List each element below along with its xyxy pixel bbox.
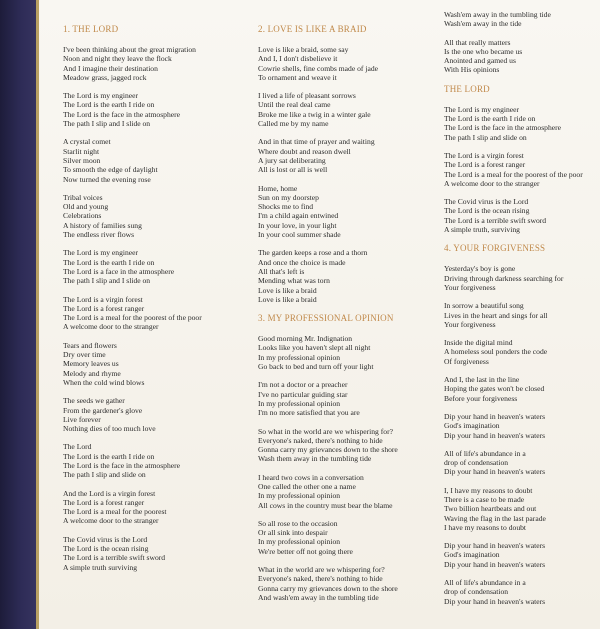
lyric-line: Sun on my doorstep (258, 192, 319, 202)
lyric-stanza (63, 535, 243, 572)
lyric-line: The Lord is a face in the atmosphere (63, 266, 175, 276)
lyric-stanza (63, 489, 243, 526)
lyric-line: Until the real deal came (258, 100, 331, 110)
lyrics-column-1 (63, 24, 243, 581)
lyric-line: The Lord is a meal for the poorest of the poor (444, 169, 583, 179)
lyric-line: The Lord is my engineer (444, 104, 520, 114)
lyric-line: A crystal comet (63, 137, 111, 147)
song-title: 2. LOVE IS LIKE A BRAID (258, 24, 367, 34)
lyric-stanza (258, 473, 438, 510)
lyric-line: So what in the world are we whispering for? (258, 426, 393, 436)
lyric-stanza (63, 137, 243, 183)
lyric-line: Meadow grass, jagged rock (63, 72, 147, 82)
lyric-stanza (258, 565, 438, 602)
lyric-line: I heard two cows in a conversation (258, 472, 364, 482)
lyric-line: And I imagine their destination (63, 63, 158, 73)
lyric-line: Yesterday's boy is gone (444, 264, 516, 274)
lyric-line: Inside the digital mind (444, 338, 513, 348)
lyric-line: The Lord is my engineer (63, 91, 139, 101)
lyric-line: The Lord is the ocean rising (444, 206, 530, 216)
lyric-line: Is the one who became us (444, 46, 523, 56)
lyric-stanza (258, 45, 438, 82)
lyric-line: All of life's abundance in a (444, 578, 526, 588)
lyric-line: And in that time of prayer and waiting (258, 137, 375, 147)
lyric-line: I lived a life of pleasant sorrows (258, 91, 356, 101)
song-section (444, 243, 594, 606)
lyric-line: From the gardener's glove (63, 405, 143, 415)
lyric-line: And the Lord is a virgin forest (63, 488, 156, 498)
lyric-line: I'm not a doctor or a preacher (258, 380, 348, 390)
lyric-stanza (444, 412, 594, 440)
lyric-line: I'm a child again entwined (258, 211, 339, 221)
lyric-line: Waving the flag in the last parade (444, 513, 546, 523)
lyric-line: The Lord is the ocean rising (63, 544, 149, 554)
lyric-line: So all rose to the occasion (258, 518, 338, 528)
album-spine (0, 0, 36, 629)
song-section (444, 10, 594, 75)
lyric-line: A welcome door to the stranger (444, 178, 540, 188)
lyric-line: Looks like you haven't slept all night (258, 343, 371, 353)
lyric-stanza (258, 427, 438, 464)
lyric-stanza (444, 578, 594, 606)
song-title: THE LORD (444, 83, 490, 94)
lyric-line: The Lord (63, 442, 92, 452)
lyric-line: I have my reasons to doubt (444, 522, 527, 532)
lyric-line: The Lord is a virgin forest (63, 294, 143, 304)
lyric-line: The Lord is a meal for the poorest of the poor (63, 313, 202, 323)
lyric-line: A homeless soul ponders the code (444, 347, 548, 357)
lyric-stanza (444, 301, 594, 329)
lyric-line: All that's left is (258, 266, 305, 276)
lyrics-column-3 (444, 10, 594, 615)
lyric-line: Love is like a braid (258, 294, 317, 304)
lyric-line: Called me by my name (258, 119, 329, 129)
lyric-line: In sorrow a beautiful song (444, 301, 524, 311)
lyric-line: Good morning Mr. Indignation (258, 334, 353, 344)
lyric-line: Dip your hand in heaven's waters (444, 541, 546, 551)
lyric-line: And once the choice is made (258, 257, 346, 267)
lyric-line: All that really matters (444, 37, 511, 47)
lyric-line: Gonna carry my grievances down to the shore (258, 583, 398, 593)
lyric-stanza (63, 295, 243, 332)
lyric-stanza (444, 541, 594, 569)
lyric-line: The path I slip and slide on (444, 132, 527, 142)
lyric-line: In my professional opinion (258, 352, 341, 362)
lyric-line: All cows in the country must bear the blame (258, 500, 393, 510)
lyric-line: Nothing dies of too much love (63, 424, 156, 434)
lyric-line: Gonna carry my grievances down to the shore (258, 445, 398, 455)
lyric-line: The path I slip and slide on (63, 470, 146, 480)
lyric-line: Wash'em away in the tide (444, 19, 522, 29)
lyric-line: I'm no more satisfied that you are (258, 408, 360, 418)
lyric-line: A welcome door to the stranger (63, 322, 159, 332)
lyric-line: The path I slip and I slide on (63, 119, 151, 129)
lyric-line: Memory leaves us (63, 359, 119, 369)
song-title: 1. THE LORD (63, 24, 119, 34)
lyric-line: drop of condensation (444, 587, 509, 597)
lyric-line: The Lord is a forest ranger (444, 160, 526, 170)
lyric-line: Wash'em away in the tumbling tide (444, 10, 551, 19)
lyric-line: All is lost or all is well (258, 165, 328, 175)
lyric-line: Lives in the heart and sings for all (444, 310, 548, 320)
lyric-line: The Covid virus is the Lord (444, 197, 529, 207)
lyrics-column-2 (258, 24, 438, 611)
lyric-line: Silver moon (63, 155, 101, 165)
lyric-line: Tears and flowers (63, 340, 117, 350)
lyric-line: Two billion heartbeats and out (444, 504, 537, 514)
lyric-stanza (63, 396, 243, 433)
lyric-line: Wash them away in the tumbling tide (258, 454, 372, 464)
lyric-line: The Lord is the face in the atmosphere (63, 109, 181, 119)
lyric-line: Before your forgiveness (444, 393, 518, 403)
lyric-line: drop of condensation (444, 458, 509, 468)
lyric-line: Love is like a braid, some say (258, 45, 349, 54)
lyric-line: Starlit night (63, 146, 100, 156)
lyric-line: Tribal voices (63, 192, 103, 202)
lyric-line: Dip your hand in heaven's waters (444, 430, 546, 440)
lyric-stanza (63, 341, 243, 387)
lyric-line: I, I have my reasons to doubt (444, 485, 533, 495)
song-section (258, 313, 438, 602)
lyric-line: To smooth the edge of daylight (63, 165, 158, 175)
lyric-stanza (258, 91, 438, 128)
lyric-stanza (258, 137, 438, 174)
lyric-stanza (444, 338, 594, 366)
lyric-stanza (444, 10, 594, 29)
lyric-line: And I, I don't disbelieve it (258, 54, 338, 64)
lyric-line: Of forgiveness (444, 356, 489, 366)
lyric-line: The Lord is a virgin forest (444, 150, 524, 160)
lyric-line: A history of families sung (63, 220, 142, 230)
song-section (63, 24, 243, 572)
lyric-line: In your love, in your light (258, 220, 337, 230)
lyric-line: Dip your hand in heaven's waters (444, 596, 546, 606)
lyric-line: The Lord is the earth I ride on (444, 114, 536, 124)
lyric-line: And wash'em away in the tumbling tide (258, 592, 379, 602)
lyric-line: Dip your hand in heaven's waters (444, 411, 546, 421)
song-section (258, 24, 438, 304)
lyric-stanza (444, 151, 594, 188)
lyric-stanza (63, 45, 243, 82)
lyric-line: Noon and night they leave the flock (63, 54, 172, 64)
lyric-stanza (444, 375, 594, 403)
lyric-stanza (444, 264, 594, 292)
lyric-stanza (63, 91, 243, 128)
lyric-stanza (63, 193, 243, 239)
lyric-line: Live forever (63, 414, 101, 424)
lyric-line: Driving through darkness searching for (444, 273, 564, 283)
song-title: 3. MY PROFESSIONAL OPINION (258, 313, 394, 324)
lyric-line: Broke me like a twig in a winter gale (258, 109, 371, 119)
lyric-line: The Lord is the earth I ride on (63, 451, 155, 461)
lyric-line: Anointed and gamed us (444, 56, 516, 66)
lyric-line: A jury sat deliberating (258, 155, 326, 165)
lyric-line: Shocks me to find (258, 202, 314, 212)
lyric-line: Dip your hand in heaven's waters (444, 559, 546, 569)
lyric-stanza (444, 105, 594, 142)
lyric-line: In my professional opinion (258, 537, 341, 547)
lyric-line: One called the other one a name (258, 481, 356, 491)
lyric-line: I've no particular guiding star (258, 389, 348, 399)
lyric-line: The Lord is my engineer (63, 248, 139, 258)
lyric-line: Melody and rhyme (63, 368, 121, 378)
lyric-stanza (258, 519, 438, 556)
lyric-line: God's imagination (444, 421, 500, 431)
lyric-line: A simple truth, surviving (444, 225, 520, 235)
lyric-line: Old and young (63, 202, 109, 212)
lyric-line: The Lord is the face in the atmosphere (444, 123, 562, 133)
lyric-line: A simple truth surviving (63, 562, 138, 572)
lyric-line: I've been thinking about the great migration (63, 45, 196, 54)
lyric-line: There is a case to be made (444, 494, 525, 504)
lyric-line: The Lord is a terrible swift sword (444, 215, 547, 225)
lyric-stanza (258, 248, 438, 304)
lyric-line: All of life's abundance in a (444, 448, 526, 458)
lyric-stanza (444, 197, 594, 234)
lyric-line: Everyone's naked, there's nothing to hide (258, 435, 383, 445)
lyric-line: In my professional opinion (258, 491, 341, 501)
lyric-line: The Lord is a meal for the poorest (63, 507, 167, 517)
lyric-line: The Covid virus is the Lord (63, 534, 148, 544)
lyric-line: And I, the last in the line (444, 375, 520, 385)
lyric-line: Dry over time (63, 350, 106, 360)
lyric-stanza (258, 334, 438, 371)
lyric-line: Celebrations (63, 211, 102, 221)
lyric-line: Mending what was torn (258, 276, 330, 286)
lyric-line: Love is like a braid (258, 285, 317, 295)
lyric-stanza (63, 248, 243, 285)
lyric-stanza (444, 38, 594, 75)
lyric-line: The Lord is the face in the atmosphere (63, 460, 181, 470)
lyric-stanza (444, 449, 594, 477)
lyric-line: In your cool summer shade (258, 230, 341, 240)
lyric-line: The endless river flows (63, 230, 135, 240)
lyric-line: Where doubt and reason dwell (258, 146, 351, 156)
lyric-line: The Lord is a terrible swift sword (63, 553, 166, 563)
lyric-line: The seeds we gather (63, 396, 125, 406)
song-section (444, 84, 594, 235)
lyric-line: To ornament and weave it (258, 72, 337, 82)
lyric-line: We're better off not going there (258, 546, 353, 556)
lyric-line: The path I slip and I slide on (63, 276, 151, 286)
lyric-line: The Lord is a forest ranger (63, 497, 145, 507)
lyric-line: When the cold wind blows (63, 377, 145, 387)
lyric-line: The Lord is the earth I ride on (63, 100, 155, 110)
lyric-stanza (258, 380, 438, 417)
lyric-line: Home, home (258, 183, 298, 193)
lyric-line: Go back to bed and turn off your light (258, 362, 374, 372)
lyric-stanza (63, 442, 243, 479)
lyric-line: The garden keeps a rose and a thorn (258, 248, 368, 258)
lyric-line: Dip your hand in heaven's waters (444, 467, 546, 477)
lyric-line: Your forgiveness (444, 282, 496, 292)
lyric-stanza (258, 184, 438, 240)
lyric-line: Or all sink into despair (258, 528, 328, 538)
song-title: 4. YOUR FORGIVENESS (444, 243, 546, 254)
lyric-line: Now turned the evening rose (63, 174, 151, 184)
lyric-line: Everyone's naked, there's nothing to hide (258, 574, 383, 584)
lyric-line: Cowrie shells, fine combs made of jade (258, 63, 378, 73)
lyric-line: With His opinions (444, 65, 500, 75)
lyric-line: What in the world are we whispering for? (258, 565, 385, 575)
lyric-line: A welcome door to the stranger (63, 516, 159, 526)
lyric-line: God's imagination (444, 550, 500, 560)
lyric-stanza (444, 486, 594, 532)
lyric-line: Your forgiveness (444, 319, 496, 329)
lyric-line: Hoping the gates won't be closed (444, 384, 545, 394)
lyric-line: In my professional opinion (258, 398, 341, 408)
lyric-line: The Lord is a forest ranger (63, 303, 145, 313)
lyric-line: The Lord is the earth I ride on (63, 257, 155, 267)
